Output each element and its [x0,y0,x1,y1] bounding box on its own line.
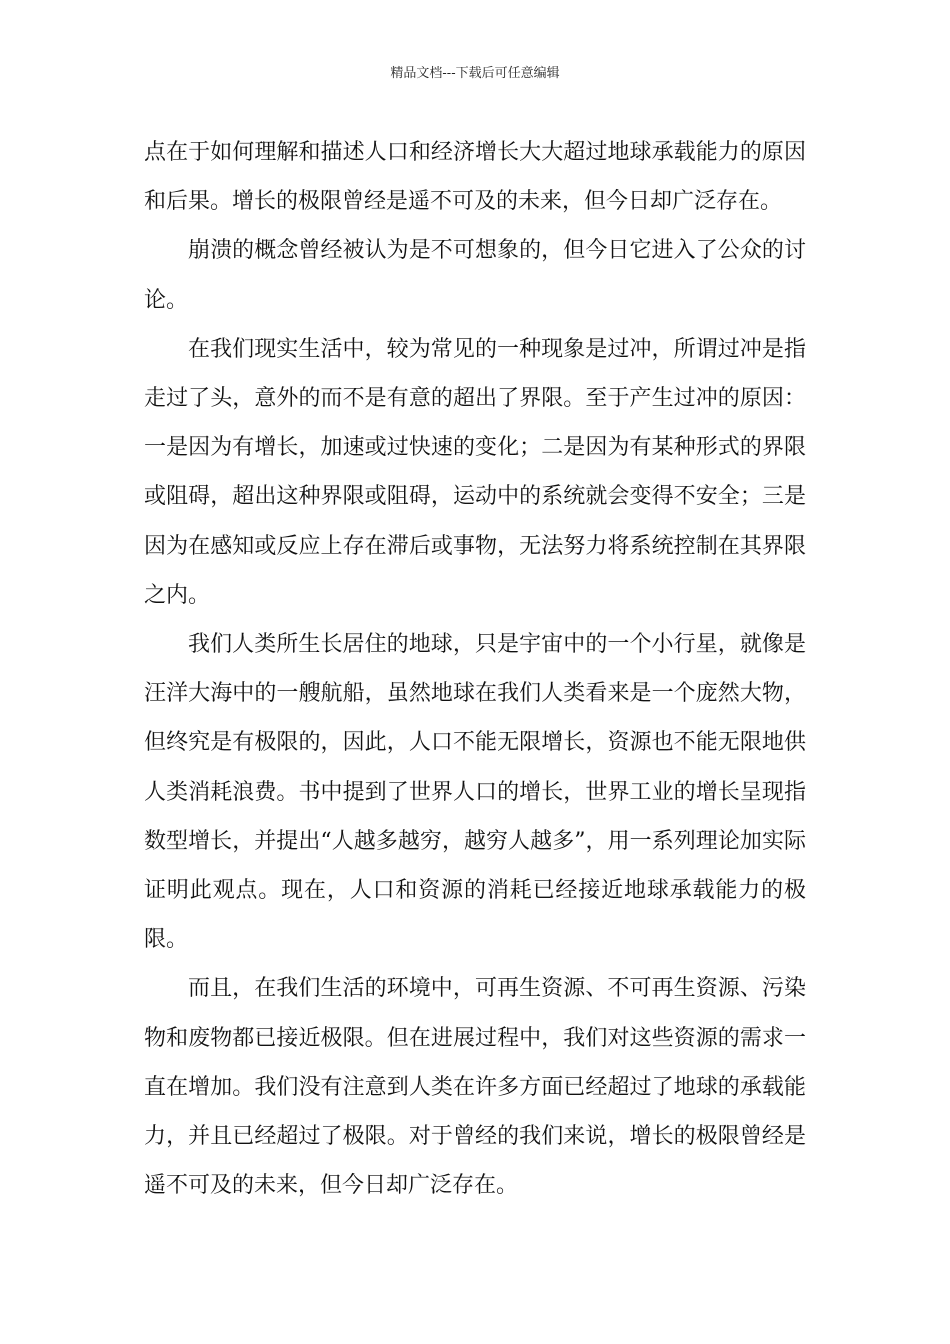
paragraph-1: 点在于如何理解和描述人口和经济增长大大超过地球承载能力的原因和后果。增长的极限曾经是遥不可及的未来，但今日却广泛存在。 [144,140,806,215]
paragraph-5: 而且，在我们生活的环境中，可再生资源、不可再生资源、污染物和废物都已接近极限。但在进展过程中，我们对这些资源的需求一直在增加。我们没有注意到人类在许多方面已经超过了地球的承载能力，并且已经超过了极限。对于曾经的我们来说，增长的极限曾经是遥不可及的未来，但今日却广泛存在。 [144,976,806,1199]
paragraph-3: 在我们现实生活中，较为常见的一种现象是过冲，所谓过冲是指走过了头，意外的而不是有意的超出了界限。至于产生过冲的原因：一是因为有增长，加速或过快速的变化；二是因为有某种形式的界限或阻碍，超出这种界限或阻碍，运动中的系统就会变得不安全；三是因为在感知或反应上存在滞后或事物，无法努力将系统控制在其界限之内。 [144,336,806,608]
document-body [144,128,806,1210]
paragraph-4: 我们人类所生长居住的地球，只是宇宙中的一个小行星，就像是汪洋大海中的一艘航船，虽然地球在我们人类看来是一个庞然大物，但终究是有极限的，因此，人口不能无限增长，资源也不能无限地供人类消耗浪费。书中提到了世界人口的增长，世界工业的增长呈现指数型增长，并提出“人越多越穷，越穷人越多”，用一系列理论加实际证明此观点。现在，人口和资源的消耗已经接近地球承载能力的极限。 [144,632,806,953]
paragraph-2: 崩溃的概念曾经被认为是不可想象的，但今日它进入了公众的讨论。 [144,238,806,313]
page-header: 精品文档---下载后可任意编辑 [390,66,560,81]
